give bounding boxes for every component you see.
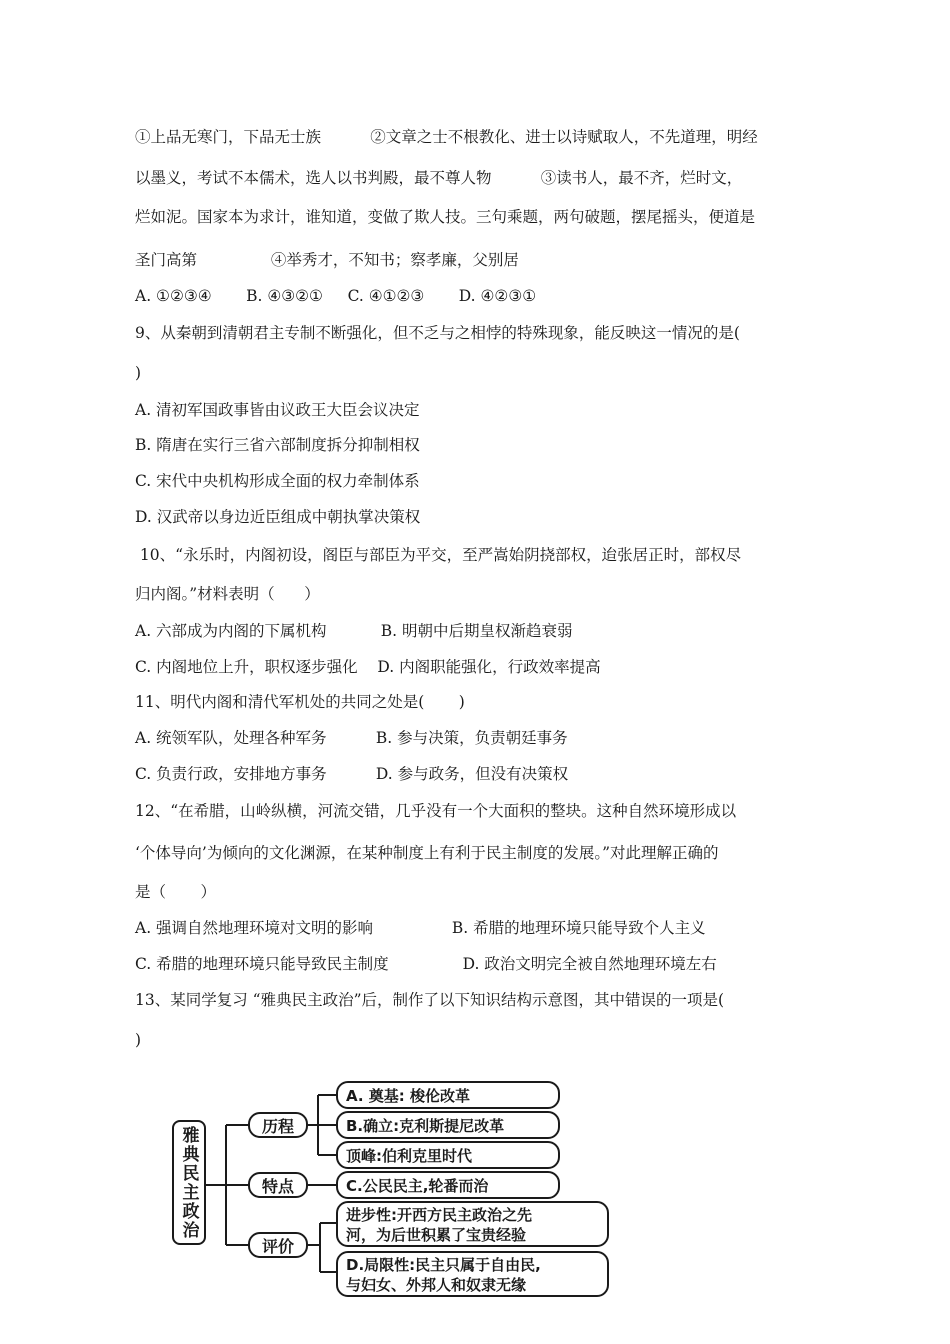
options-cd: C. 希腊的地理环境只能导致民主制度 D. 政治文明完全被自然地理环境左右	[135, 955, 717, 973]
option-c: C. 宋代中央机构形成全面的权力牵制体系	[135, 472, 420, 490]
branch-features: 特点	[248, 1172, 308, 1198]
text-line: ①上品无寒门，下品无士族 ②文章之士不根教化、进士以诗赋取人，不先道理，明经	[135, 128, 758, 146]
branch-evaluation: 评价	[248, 1232, 308, 1258]
option-b: B. 隋唐在实行三省六部制度拆分抑制相权	[135, 436, 420, 454]
branch-history: 历程	[248, 1112, 308, 1138]
question-12: 12、“在希腊，山岭纵横，河流交错，几乎没有一个大面积的整块。这种自然环境形成以	[135, 802, 737, 820]
question-10: 10、“永乐时，内阁初设，阁臣与部臣为平交，至严嵩始阴挠部权，迨张居正时，部权尽	[135, 546, 742, 564]
options-cd: C. 负责行政，安排地方事务 D. 参与政务，但没有决策权	[135, 765, 569, 783]
diagram-root	[172, 1120, 206, 1245]
question-9: 9、从秦朝到清朝君主专制不断强化，但不乏与之相悖的特殊现象，能反映这一情况的是(	[135, 324, 740, 342]
leaf-establishment: B.确立:克利斯提尼改革	[336, 1111, 560, 1139]
leaf-foundation: A. 奠基: 梭伦改革	[336, 1081, 560, 1109]
leaf-features: C.公民民主,轮番而治	[336, 1171, 560, 1199]
text-line: )	[135, 364, 142, 382]
text-line: 以墨义，考试不本儒术，选人以书判殿，最不尊人物 ③读书人，最不齐，烂时文，	[135, 169, 743, 187]
text-line: 是（ ）	[135, 883, 216, 901]
option-a: A. 清初军国政事皆由议政王大臣会议决定	[135, 401, 420, 419]
text-line: ‘个体导向’为倾向的文化渊源，在某种制度上有利于民主制度的发展。”对此理解正确的	[135, 844, 719, 862]
options-ab: A. 强调自然地理环境对文明的影响 B. 希腊的地理环境只能导致个人主义	[135, 919, 706, 937]
answer-options: A. ①②③④ B. ④③②① C. ④①②③ D. ④②③①	[135, 287, 537, 305]
option-d: D. 汉武帝以身边近臣组成中朝执掌决策权	[135, 508, 421, 526]
question-11: 11、明代内阁和清代军机处的共同之处是( )	[135, 693, 465, 711]
text-line: )	[135, 1031, 142, 1049]
text-line: 烂如泥。国家本为求计，谁知道，变做了欺人技。三句乘题，两句破题，摆尾摇头，便道是	[135, 208, 756, 226]
options-ab: A. 六部成为内阁的下属机构 B. 明朝中后期皇权渐趋衰弱	[135, 622, 573, 640]
knowledge-structure-diagram	[168, 1075, 618, 1300]
root-label: 雅典民主政治	[178, 1125, 199, 1240]
leaf-peak: 顶峰:伯利克里时代	[336, 1141, 560, 1169]
text-line: 圣门高第 ④举秀才，不知书；察孝廉，父别居	[135, 251, 519, 269]
question-13: 13、某同学复习 “雅典民主政治”后，制作了以下知识结构示意图，其中错误的一项是(	[135, 991, 725, 1009]
leaf-progressiveness: 进步性:开西方民主政治之先 河，为后世积累了宝贵经验	[336, 1201, 609, 1247]
leaf-limitation: D.局限性:民主只属于自由民, 与妇女、外邦人和奴隶无缘	[336, 1251, 609, 1297]
text-line: 归内阁。”材料表明（ ）	[135, 585, 320, 603]
options-ab: A. 统领军队，处理各种军务 B. 参与决策，负责朝廷事务	[135, 729, 568, 747]
options-cd: C. 内阁地位上升，职权逐步强化 D. 内阁职能强化，行政效率提高	[135, 658, 601, 676]
